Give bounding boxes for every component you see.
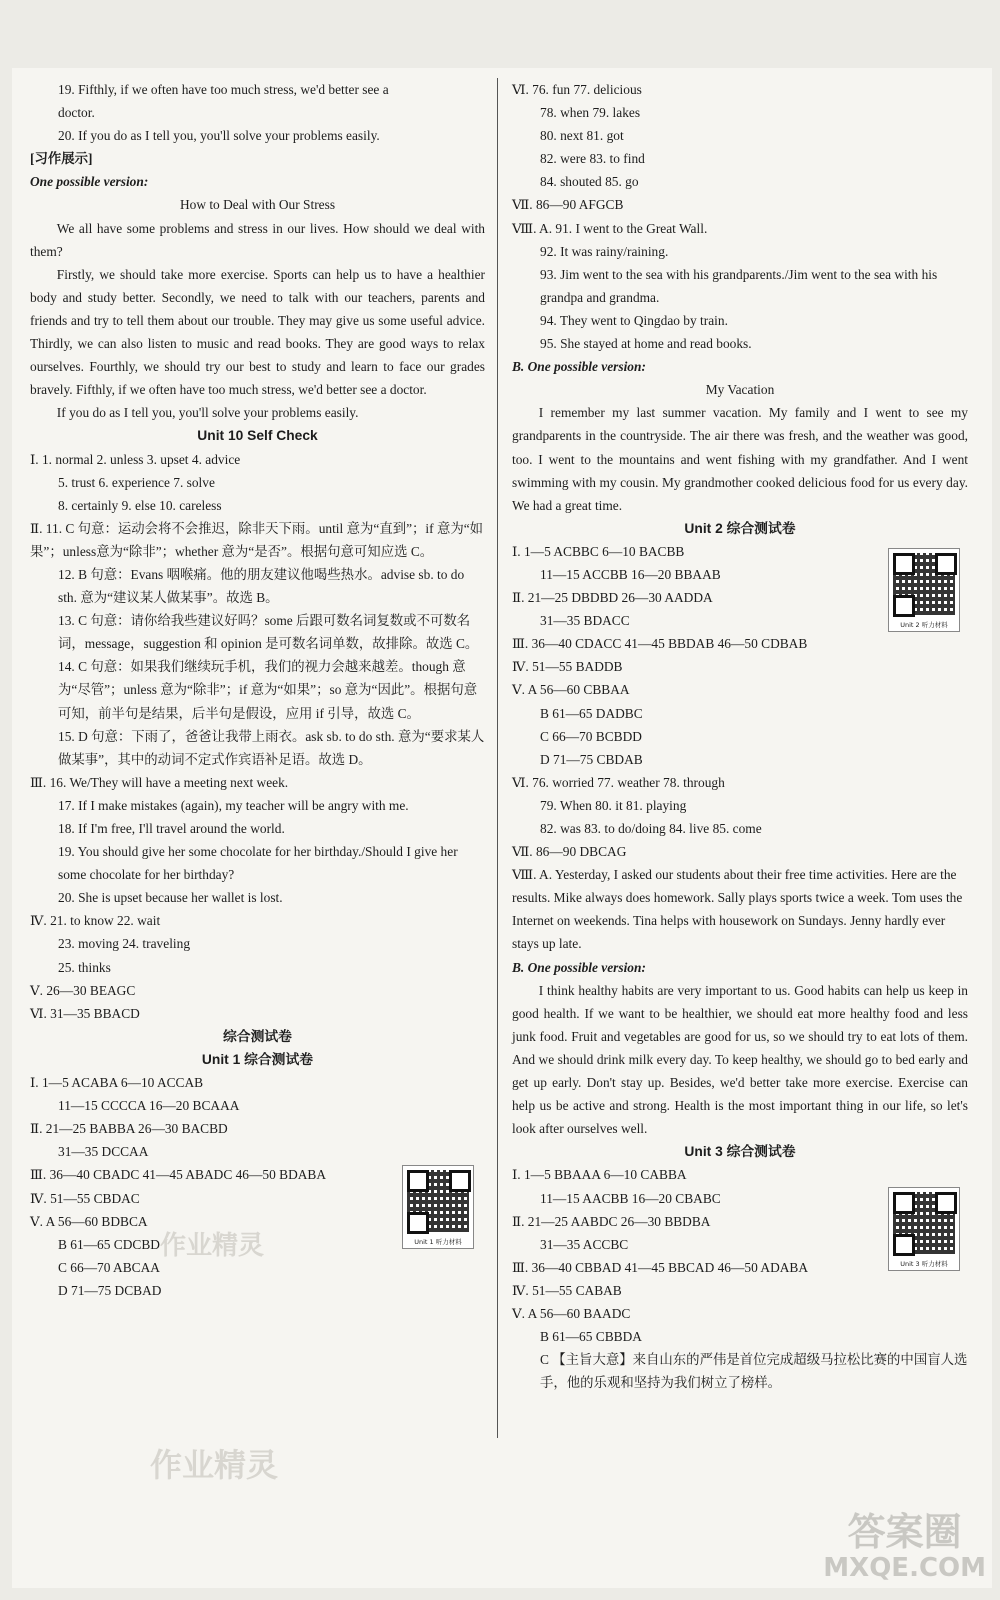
answer-line: Ⅵ. 76. fun 77. delicious bbox=[512, 82, 642, 97]
answer-line: 95. She stayed at home and read books. bbox=[540, 336, 752, 352]
answer-line: Ⅷ. A. Yesterday, I asked our students about their free time activities. Here are the results. Mike always does homework. Sally plays sports twice a week. Tom uses the Internet on weekends. Tina helps with housework on Sundays. Jenny hardly ever stays up late. bbox=[512, 867, 963, 952]
logo-chars: 答案圈 bbox=[847, 1510, 962, 1554]
answer-line: 31—35 DCCAA bbox=[58, 1144, 149, 1160]
answer-line: C 66—70 ABCAA bbox=[58, 1259, 160, 1275]
qr-finder-icon bbox=[407, 1212, 429, 1234]
answer-line: 17. If I make mistakes (again), my teacher will be angry with me. bbox=[58, 797, 409, 813]
answer-line: B 61—65 DADBC bbox=[540, 705, 643, 721]
answer-line: Ⅰ. 1—5 BBAAA 6—10 CABBA bbox=[512, 1167, 687, 1183]
answer-line: One possible version: bbox=[30, 174, 149, 190]
answer-line: Ⅲ. 36—40 CBBAD 41—45 BBCAD 46—50 ADABA bbox=[512, 1259, 809, 1275]
answer-line: 20. She is upset because her wallet is lost. bbox=[58, 890, 283, 906]
answer-line: Ⅰ. 1. normal 2. unless 3. upset 4. advice bbox=[30, 451, 241, 467]
qr-finder-icon bbox=[935, 553, 957, 575]
answer-line: Ⅱ. 21—25 AABDC 26—30 BBDBA bbox=[512, 1213, 711, 1229]
answer-line: 94. They went to Qingdao by train. bbox=[540, 312, 728, 328]
answer-line: C 【主旨大意】来自山东的严伟是首位完成超级马拉松比赛的中国盲人选手，他的乐观和坚持为我们树立了榜样。 bbox=[540, 1352, 968, 1391]
answer-line: Firstly, we should take more exercise. Sports can help us to have a healthier body and study better. Secondly, we need to talk with our teachers, parents and friends and try to tell them about our trouble. They may give us some useful advice. Thirdly, we can also listen to music and read books. They are good ways to relax ourselves. Fourthly, we should try our best to study and learn to face our grades bravely. Fifthly, if we often have too much stress, we'd better see a doctor. bbox=[30, 266, 485, 398]
answer-line: 31—35 ACCBC bbox=[540, 1236, 629, 1252]
answer-line: 14. C 句意：如果我们继续玩手机，我们的视力会越来越差。though 意为“尽管”；unless 意为“除非”；if 意为“如果”；so 意为“因此”。根据句意可知，前半句是结果，后半句是假设，应用 if 引导，故选 C。 bbox=[58, 659, 478, 721]
answer-line: 11—15 CCCCA 16—20 BCAAA bbox=[58, 1098, 240, 1114]
essay-title: My Vacation bbox=[705, 382, 775, 398]
answer-line: Ⅴ. A 56—60 BAADC bbox=[512, 1305, 631, 1321]
answer-line: If you do as I tell you, you'll solve your problems easily. bbox=[56, 405, 359, 421]
answer-line: I think healthy habits are very important to us. Good habits can help us keep in good health. If we want to be healthier, we should eat more healthy food and less junk food. Fruit and vegetables are good for us, so we should try to eat lots of them. And we should drink milk every day. To keep healthy, we should go to bed early and get up early. Don't stay up. Besides, we'd better take more exercise. Exercise can help us be active and strong. Health is the most important thing in our life, so let's look after ourselves well. bbox=[512, 982, 968, 1137]
answer-line: 31—35 BDACC bbox=[540, 613, 630, 629]
answer-line: Ⅵ. 76. worried 77. weather 78. through bbox=[512, 774, 725, 790]
qr-caption: Unit 3 听力材料 bbox=[900, 1260, 948, 1268]
answer-line: 11—15 AACBB 16—20 CBABC bbox=[540, 1190, 721, 1206]
answer-line: I remember my last summer vacation. My family and I went to see my grandparents in the countryside. The air there was fresh, and the weather was good, too. I went to the mountains and went fishing with my grandfather. And I went swimming with my cousin. My grandmother cooked delicious food for us every day. We had a great time. bbox=[512, 405, 968, 513]
logo-url: MXQE.COM bbox=[823, 1553, 986, 1583]
answer-line: D 71—75 DCBAD bbox=[58, 1282, 162, 1298]
answer-line: [习作展示] bbox=[30, 151, 93, 167]
watermark: 作业精灵 bbox=[160, 1231, 265, 1261]
answer-line: 92. It was rainy/raining. bbox=[540, 243, 669, 259]
answer-line: B. One possible version: bbox=[512, 959, 646, 975]
answer-line: 19. You should give her some chocolate for her birthday./Should I give her some chocolate for her birthday? bbox=[58, 844, 458, 883]
section-heading: Unit 10 Self Check bbox=[197, 428, 318, 444]
answer-line: 80. next 81. got bbox=[540, 128, 624, 144]
answer-line: B 61—65 CBBDA bbox=[540, 1329, 642, 1345]
answer-line: 78. when 79. lakes bbox=[540, 105, 641, 121]
answer-line: 8. certainly 9. else 10. careless bbox=[58, 497, 222, 513]
answer-line: 13. C 句意：请你给我些建议好吗？some 后跟可数名词复数或不可数名词，message，suggestion 和 opinion 是可数名词单数，故排除。故选 C。 bbox=[58, 613, 479, 652]
answer-line: B 61—65 CDCBD bbox=[58, 1236, 160, 1252]
qr-finder-icon bbox=[893, 1234, 915, 1256]
answer-line: Ⅴ. A 56—60 CBBAA bbox=[512, 682, 630, 698]
left-column bbox=[30, 78, 485, 1302]
answer-line: B. One possible version: bbox=[512, 359, 646, 375]
section-heading: Unit 3 综合测试卷 bbox=[684, 1144, 796, 1160]
qr-code-unit1[interactable] bbox=[402, 1165, 474, 1249]
answer-line: Ⅲ. 16. We/They will have a meeting next week. bbox=[30, 774, 289, 790]
qr-finder-icon bbox=[935, 1192, 957, 1214]
answer-line: Ⅴ. A 56—60 BDBCA bbox=[30, 1213, 148, 1229]
qr-finder-icon bbox=[893, 1192, 915, 1214]
answer-line: 82. were 83. to find bbox=[540, 151, 645, 167]
answer-line: 23. moving 24. traveling bbox=[58, 936, 191, 952]
answer-line: Ⅷ. A. 91. I went to the Great Wall. bbox=[512, 220, 708, 236]
answer-line: Ⅴ. 26—30 BEAGC bbox=[30, 982, 136, 998]
qr-finder-icon bbox=[449, 1170, 471, 1192]
qr-caption: Unit 1 听力材料 bbox=[414, 1238, 462, 1246]
answer-line: Ⅱ. 11. C 句意：运动会将不会推迟，除非天下雨。until 意为“直到”；if 意为“如果”；unless意为“除非”；whether 意为“是否”。根据句意可知应选 C。 bbox=[30, 520, 484, 559]
answer-line: 11—15 ACCBB 16—20 BBAAB bbox=[540, 566, 721, 582]
answer-line: Ⅳ. 51—55 CBDAC bbox=[30, 1190, 140, 1206]
answer-line: Ⅲ. 36—40 CBADC 41—45 ABADC 46—50 BDABA bbox=[30, 1167, 327, 1183]
answer-line: C 66—70 BCBDD bbox=[540, 728, 642, 744]
answer-line: We all have some problems and stress in our lives. How should we deal with them? bbox=[30, 220, 485, 259]
qr-code-unit2[interactable] bbox=[888, 548, 960, 632]
answer-line: 82. was 83. to do/doing 84. live 85. come bbox=[540, 821, 762, 836]
answer-line: 25. thinks bbox=[58, 959, 111, 975]
answer-line: Ⅱ. 21—25 BABBA 26—30 BACBD bbox=[30, 1121, 228, 1137]
answer-line: 93. Jim went to the sea with his grandparents./Jim went to the sea with his grandpa and grandma. bbox=[540, 266, 938, 305]
answer-line: Ⅰ. 1—5 ACABA 6—10 ACCAB bbox=[30, 1075, 204, 1091]
qr-code-unit3[interactable] bbox=[888, 1187, 960, 1271]
essay-title: How to Deal with Our Stress bbox=[179, 197, 336, 213]
section-heading: Unit 2 综合测试卷 bbox=[684, 520, 796, 536]
answer-line: Ⅰ. 1—5 ACBBC 6—10 BACBB bbox=[512, 543, 685, 559]
answer-line: Ⅶ. 86—90 DBCAG bbox=[512, 844, 627, 860]
answer-line: Ⅳ. 51—55 CABAB bbox=[512, 1282, 622, 1298]
qr-finder-icon bbox=[893, 595, 915, 617]
answer-line: 12. B 句意：Evans 咽喉痛。他的朋友建议他喝些热水。advise sb. to do sth. 意为“建议某人做某事”。故选 B。 bbox=[58, 566, 465, 606]
answer-line: 79. When 80. it 81. playing bbox=[540, 797, 687, 813]
answer-line: Ⅲ. 36—40 CDACC 41—45 BBDAB 46—50 CDBAB bbox=[512, 636, 808, 652]
site-logo bbox=[823, 1510, 986, 1582]
answer-line: doctor. bbox=[58, 105, 95, 121]
answer-line: D 71—75 CBDAB bbox=[540, 751, 643, 767]
answer-line: Ⅶ. 86—90 AFGCB bbox=[512, 197, 624, 213]
answer-line: Ⅱ. 21—25 DBDBD 26—30 AADDA bbox=[512, 590, 713, 606]
answer-line: 5. trust 6. experience 7. solve bbox=[58, 474, 215, 490]
qr-finder-icon bbox=[407, 1170, 429, 1192]
answer-line: Ⅳ. 51—55 BADDB bbox=[512, 659, 623, 675]
answer-line: 20. If you do as I tell you, you'll solve your problems easily. bbox=[58, 128, 380, 144]
section-heading: 综合测试卷 bbox=[223, 1028, 292, 1044]
answer-line: Ⅳ. 21. to know 22. wait bbox=[30, 913, 161, 929]
section-heading: Unit 1 综合测试卷 bbox=[201, 1051, 314, 1067]
answer-line: 18. If I'm free, I'll travel around the world. bbox=[58, 821, 285, 836]
qr-finder-icon bbox=[893, 553, 915, 575]
answer-line: 15. D 句意：下雨了，爸爸让我带上雨衣。ask sb. to do sth. 意为“要求某人做某事”，其中的动词不定式作宾语补足语。故选 D。 bbox=[58, 728, 485, 767]
qr-caption: Unit 2 听力材料 bbox=[900, 621, 948, 629]
watermark: 作业精灵 bbox=[150, 1446, 279, 1484]
column-divider bbox=[497, 78, 498, 1438]
answer-line: 84. shouted 85. go bbox=[540, 174, 639, 190]
answer-line: 19. Fifthly, if we often have too much stress, we'd better see a bbox=[58, 82, 389, 97]
answer-line: Ⅵ. 31—35 BBACD bbox=[30, 1005, 140, 1021]
